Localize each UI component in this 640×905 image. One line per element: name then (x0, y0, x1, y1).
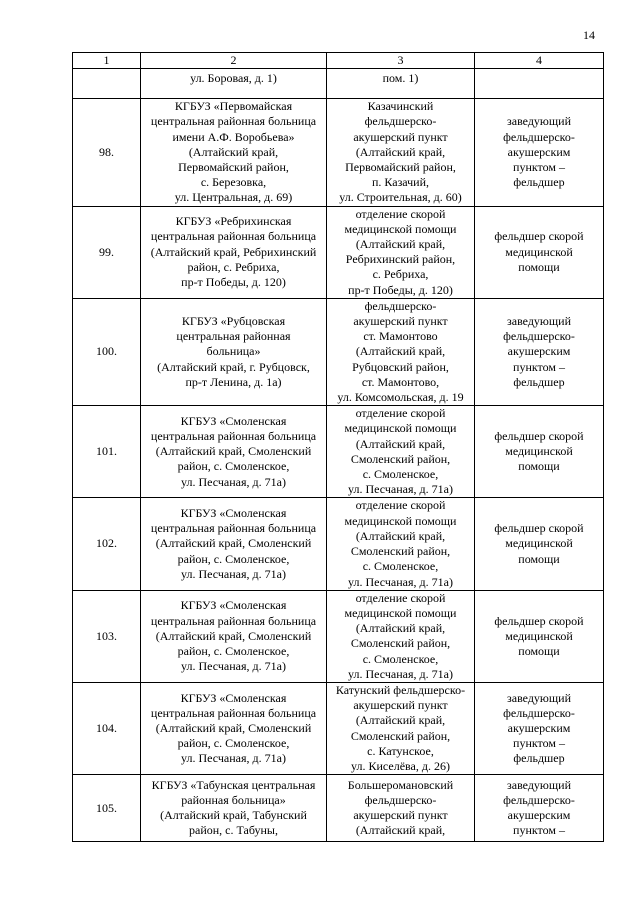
cell-line: медицинской помощи (344, 221, 457, 236)
institution-cell (141, 99, 327, 206)
cell-line: фельдшер скорой (494, 613, 584, 628)
cell-line: пр-т Ленина, д. 1а) (185, 374, 282, 389)
cell-line: помощи (518, 459, 560, 474)
row-number: 102. (73, 498, 141, 590)
column-header: 2 (141, 53, 327, 69)
cell-line: фельдшер (513, 175, 565, 190)
cell-line: заведующий (507, 314, 571, 329)
cell-line: центральная районная больница (150, 429, 317, 444)
table-row (73, 498, 604, 590)
cell-line: (Алтайский край, Смоленский (155, 536, 312, 551)
cell-line: заведующий (507, 114, 571, 129)
cell-line: фельдшерско- (364, 114, 437, 129)
cell-line: ул. Песчаная, д. 71а) (348, 482, 453, 497)
cell-line: помощи (518, 551, 560, 566)
row-number: 99. (73, 206, 141, 298)
cell-line: ул. Песчаная, д. 71а) (348, 666, 453, 681)
unit-cell (327, 298, 475, 405)
cell-line: (Алтайский край, Смоленский (155, 628, 312, 643)
cell-line: фельдшер (513, 751, 565, 766)
institution-cell (141, 406, 327, 498)
institution-cell (141, 69, 327, 99)
cell-line: район, с. Смоленское, (177, 643, 290, 658)
cell-line: фельдшер скорой (494, 229, 584, 244)
cell-line: (Алтайский край, (355, 436, 446, 451)
row-number (73, 69, 141, 99)
cell-line: акушерский пункт (353, 698, 448, 713)
cell-line: пунктом – (513, 823, 565, 838)
table-row (73, 206, 604, 298)
cell-line: (Алтайский край, (355, 713, 446, 728)
cell-line: пом. 1) (382, 71, 419, 86)
cell-line: фельдшерско- (364, 298, 437, 313)
row-number: 100. (73, 298, 141, 405)
position-cell (475, 69, 604, 99)
cell-line: отделение скорой (355, 498, 446, 513)
cell-line: больница» (206, 344, 261, 359)
position-cell (475, 775, 604, 842)
cell-line: акушерский пункт (353, 314, 448, 329)
cell-line: медицинской (505, 536, 573, 551)
cell-line: Ребрихинский район, (345, 252, 456, 267)
cell-line: фельдшерско- (503, 792, 575, 807)
position-cell (475, 590, 604, 682)
cell-line: КГБУЗ «Смоленская (180, 690, 287, 705)
cell-line: (Алтайский край, Смоленский (155, 444, 312, 459)
unit-cell (327, 69, 475, 99)
unit-cell (327, 99, 475, 206)
cell-line: фельдшерско- (364, 792, 437, 807)
cell-line: ст. Мамонтово (363, 329, 438, 344)
cell-line: ул. Киселёва, д. 26) (351, 758, 450, 773)
cell-line: (Алтайский край, (355, 528, 446, 543)
cell-line: ст. Мамонтово, (361, 374, 440, 389)
cell-line: (Алтайский край, г. Рубцовск, (157, 359, 310, 374)
cell-line: центральная районная больница (150, 114, 317, 129)
cell-line: отделение скорой (355, 206, 446, 221)
cell-line: помощи (518, 259, 560, 274)
cell-line: пунктом – (513, 359, 565, 374)
cell-line: Катунский фельдшерско- (335, 682, 466, 697)
cell-line: акушерским (507, 144, 571, 159)
unit-cell (327, 206, 475, 298)
cell-line: ул. Боровая, д. 1) (190, 71, 277, 86)
cell-line: центральная районная больница (150, 613, 317, 628)
cell-line: район, с. Табуны, (189, 823, 278, 838)
unit-cell (327, 682, 475, 774)
cell-line: с. Смоленское, (362, 559, 439, 574)
cell-line: пр-т Победы, д. 120) (348, 282, 453, 297)
cell-line: Казачинский (367, 99, 434, 114)
cell-line: Большеромановский (347, 777, 454, 792)
institution-cell (141, 775, 327, 842)
cell-line: КГБУЗ «Смоленская (180, 413, 287, 428)
table-row (73, 298, 604, 405)
unit-cell (327, 590, 475, 682)
unit-cell (327, 406, 475, 498)
cell-line: Рубцовский район, (352, 359, 449, 374)
position-cell (475, 298, 604, 405)
cell-line: район, с. Смоленское, (177, 459, 290, 474)
cell-line: пр-т Победы, д. 120) (181, 275, 286, 290)
cell-line: фельдшер скорой (494, 521, 584, 536)
cell-line: КГБУЗ «Рубцовская (181, 314, 286, 329)
cell-line: КГБУЗ «Смоленская (180, 598, 287, 613)
cell-line: пунктом – (513, 160, 565, 175)
position-cell (475, 682, 604, 774)
cell-line: Смоленский район, (350, 451, 451, 466)
cell-line: (Алтайский край, Смоленский (155, 720, 312, 735)
institution-cell (141, 498, 327, 590)
unit-cell (327, 498, 475, 590)
cell-line: центральная районная больница (150, 229, 317, 244)
cell-line: медицинской (505, 444, 573, 459)
cell-line: медицинской (505, 244, 573, 259)
cell-line: с. Березовка, (200, 175, 267, 190)
cell-line: Первомайский район, (345, 160, 456, 175)
cell-line: заведующий (507, 690, 571, 705)
cell-line: (Алтайский край, (355, 344, 446, 359)
cell-line: медицинской помощи (344, 605, 457, 620)
cell-line: район, с. Ребриха, (187, 259, 280, 274)
institution-cell (141, 590, 327, 682)
unit-cell (327, 775, 475, 842)
table-row (73, 99, 604, 206)
cell-line: пунктом – (513, 736, 565, 751)
row-number: 101. (73, 406, 141, 498)
cell-line: район, с. Смоленское, (177, 551, 290, 566)
cell-line: КГБУЗ «Первомайская (174, 99, 293, 114)
page-number: 14 (583, 28, 595, 42)
position-cell (475, 498, 604, 590)
institution-cell (141, 298, 327, 405)
cell-line: ул. Строительная, д. 60) (339, 190, 462, 205)
cell-line: фельдшерско- (503, 705, 575, 720)
cell-line: с. Катунское, (367, 743, 434, 758)
cell-line: акушерский пункт (353, 808, 448, 823)
cell-line: Смоленский район, (350, 544, 451, 559)
cell-line: медицинской (505, 628, 573, 643)
cell-line: фельдшерско- (503, 129, 575, 144)
cell-line: акушерским (507, 344, 571, 359)
cell-line: КГБУЗ «Табунская центральная (151, 777, 316, 792)
cell-line: районная больница» (181, 792, 286, 807)
cell-line: КГБУЗ «Смоленская (180, 506, 287, 521)
cell-line: акушерский пункт (353, 129, 448, 144)
column-header: 4 (475, 53, 604, 69)
cell-line: (Алтайский край, Ребрихинский (150, 244, 317, 259)
cell-line: центральная районная (176, 329, 291, 344)
cell-line: с. Ребриха, (372, 267, 429, 282)
cell-line: медицинской помощи (344, 421, 457, 436)
institution-cell (141, 206, 327, 298)
table-row (73, 69, 604, 99)
cell-line: ул. Песчаная, д. 71а) (181, 474, 286, 489)
cell-line: район, с. Смоленское, (177, 736, 290, 751)
column-header: 3 (327, 53, 475, 69)
cell-line: отделение скорой (355, 590, 446, 605)
cell-line: Смоленский район, (350, 728, 451, 743)
cell-line: (Алтайский край, (188, 144, 279, 159)
cell-line: (Алтайский край, (355, 823, 446, 838)
column-header: 1 (73, 53, 141, 69)
table-body (73, 69, 604, 842)
cell-line: заведующий (507, 777, 571, 792)
table-row (73, 682, 604, 774)
row-number: 104. (73, 682, 141, 774)
cell-line: фельдшерско- (503, 329, 575, 344)
row-number: 105. (73, 775, 141, 842)
cell-line: (Алтайский край, Табунский (160, 808, 307, 823)
position-cell (475, 99, 604, 206)
cell-line: помощи (518, 643, 560, 658)
cell-line: фельдшер скорой (494, 429, 584, 444)
position-cell (475, 206, 604, 298)
positions-table (72, 52, 604, 842)
cell-line: акушерским (507, 720, 571, 735)
cell-line: Первомайский район, (178, 160, 289, 175)
cell-line: медицинской помощи (344, 513, 457, 528)
cell-line: ул. Центральная, д. 69) (174, 190, 293, 205)
cell-line: ул. Песчаная, д. 71а) (181, 659, 286, 674)
row-number: 98. (73, 99, 141, 206)
table-row (73, 775, 604, 842)
institution-cell (141, 682, 327, 774)
cell-line: Смоленский район, (350, 636, 451, 651)
cell-line: имени А.Ф. Воробьева» (172, 129, 295, 144)
position-cell (475, 406, 604, 498)
cell-line: фельдшер (513, 374, 565, 389)
cell-line: с. Смоленское, (362, 467, 439, 482)
table-header-row (73, 53, 604, 69)
cell-line: КГБУЗ «Ребрихинская (175, 214, 292, 229)
cell-line: ул. Песчаная, д. 71а) (181, 751, 286, 766)
cell-line: отделение скорой (355, 406, 446, 421)
cell-line: ул. Песчаная, д. 71а) (181, 566, 286, 581)
cell-line: акушерским (507, 808, 571, 823)
cell-line: с. Смоленское, (362, 651, 439, 666)
cell-line: ул. Комсомольская, д. 19 (337, 390, 464, 405)
row-number: 103. (73, 590, 141, 682)
cell-line: п. Казачий, (371, 175, 430, 190)
cell-line: (Алтайский край, (355, 144, 446, 159)
table-row (73, 590, 604, 682)
table-row (73, 406, 604, 498)
cell-line: центральная районная больница (150, 705, 317, 720)
cell-line: центральная районная больница (150, 521, 317, 536)
cell-line: (Алтайский край, (355, 237, 446, 252)
cell-line: ул. Песчаная, д. 71а) (348, 574, 453, 589)
cell-line: (Алтайский край, (355, 621, 446, 636)
